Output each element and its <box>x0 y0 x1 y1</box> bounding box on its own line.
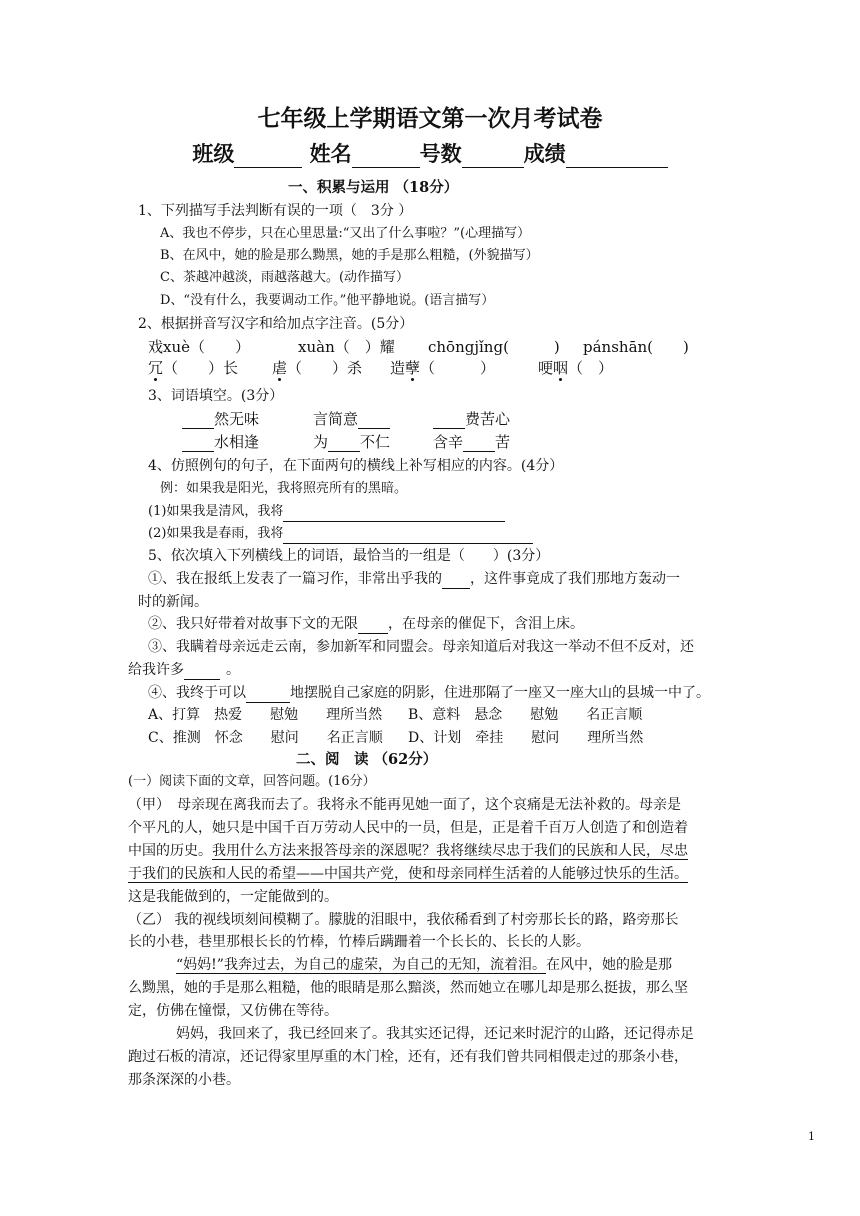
q4-line-2 <box>148 524 533 544</box>
page-number: 1 <box>808 1130 815 1143</box>
student-info-line <box>0 140 860 168</box>
class-label: 班级 <box>192 141 235 166</box>
q3-item-5-post: 不仁 <box>360 433 391 451</box>
q2-word-4 <box>538 358 613 378</box>
section2-title: 二、阅 读 （62分） <box>296 751 438 768</box>
passage-jia-line-3 <box>128 841 688 861</box>
q4-example: 例：如果我是阳光，我将照亮所有的黑暗。 <box>160 481 408 496</box>
q2-word-2 <box>272 358 362 378</box>
score-label: 成绩 <box>523 141 566 166</box>
q3-item-6-post: 苦 <box>495 433 511 451</box>
q5-sentence-1 <box>148 569 680 589</box>
q5-sentence-2 <box>148 614 584 634</box>
q3-row1 <box>182 409 259 429</box>
q5-blank[interactable] <box>184 662 220 680</box>
q2-word-4-pre: 哽 <box>538 359 554 377</box>
q5-blank[interactable] <box>358 616 388 634</box>
q3-item-5-pre: 为 <box>313 433 329 451</box>
passage-yi-line-2: 长的小巷，巷里那根长长的竹棒，竹棒后蹒跚着一个长长的、长长的人影。 <box>128 934 590 950</box>
q5-option-b: B、意料 悬念 慰勉 名正言顺 <box>408 707 643 723</box>
passage-yi-line-5: 定，仿佛在憧憬，又仿佛在等待。 <box>128 1003 338 1019</box>
q3-item-4: 水相逢 <box>214 433 260 451</box>
q2-word-3-rest: （ ） <box>420 359 496 377</box>
q2-word-4-rest: （ ） <box>568 359 614 377</box>
underlined-sentence: 于我们的民族和人民的希望——中国共产党，使和母亲同样生活着的人能够过快乐的生活。 <box>128 866 688 882</box>
q2-word-1 <box>148 358 238 378</box>
passage-jia-line-2: 个平凡的人，她只是中国千百万劳动人民中的一员，但是，正是着千百万人创造了和创造着 <box>128 820 688 836</box>
q1-option-a: A、我也不停步，只在心里思量:“又出了什么事啦？”(心理描写） <box>160 226 531 241</box>
q4-line-1-text: (1)如果我是清风，我将 <box>148 504 284 519</box>
q5-s1-b: ，这件事竟成了我们那地方轰动一 <box>470 571 680 587</box>
number-label: 号数 <box>419 141 462 166</box>
q4-line-2-text: (2)如果我是春雨，我将 <box>148 526 284 541</box>
q3-blank[interactable] <box>463 434 495 452</box>
passage-yi-line-3 <box>176 955 672 975</box>
q5-s4-b: 地摆脱自己家庭的阴影，住进那隔了一座又一座大山的县城一中了。 <box>290 685 710 701</box>
q5-sentence-3-cont <box>128 660 240 680</box>
q5-s4-a: ④、我终于可以 <box>148 685 246 701</box>
q4-answer-blank-1[interactable] <box>283 504 505 522</box>
q3-blank[interactable] <box>182 411 214 429</box>
passage-jia-line-5: 这是我能做到的，一定能做到的。 <box>128 889 338 905</box>
q4-line-1 <box>148 502 505 522</box>
q2-word-1-rest: （ ）长 <box>163 359 239 377</box>
q3-blank[interactable] <box>328 434 360 452</box>
q3-stem: 3、词语填空。(3分） <box>148 388 284 404</box>
q2-word-3-pre: 造 <box>390 359 406 377</box>
q1-option-d: D、“没有什么，我要调动工作。”他平静地说。(语言描写） <box>160 293 495 308</box>
q3-blank[interactable] <box>433 411 465 429</box>
q3-blank[interactable] <box>182 434 214 452</box>
passage-yi-line-6: 妈妈，我回来了，我已经回来了。我其实还记得，还记来时泥泞的山路，还记得赤足 <box>176 1026 694 1042</box>
passage-yi-line-1: （乙） 我的视线顷刻间模糊了。朦胧的泪眼中，我依稀看到了村旁那长长的路，路旁那长 <box>128 912 679 928</box>
q2-pinyin-1: 戏xuè（ ） <box>148 338 250 356</box>
q2-word-3 <box>390 358 495 378</box>
q5-option-c: C、推测 怀念 慰问 名正言顺 <box>148 730 383 746</box>
q5-s1-a: ①、我在报纸上发表了一篇习作，非常出乎我的 <box>148 571 442 587</box>
underlined-sentence: 我用什么方法来报答母亲的深恩呢？我将继续尽忠于我们的民族和人民，尽忠 <box>212 843 688 859</box>
q2-stem-text: 2、根据拼音写汉字和给加点字注音。(5分） <box>138 316 414 332</box>
q2-pinyin-3: chōngjǐng( ) <box>428 338 560 356</box>
q3-row1c <box>433 409 510 429</box>
q5-sentence-4 <box>148 683 710 703</box>
dotted-char: 冗 <box>148 359 164 377</box>
q3-blank[interactable] <box>358 411 390 429</box>
q5-sentence-3: ③、我瞒着母亲远走云南，参加新军和同盟会。母亲知道后对我这一举动不但不反对，还 <box>148 639 694 655</box>
name-blank[interactable] <box>352 150 420 168</box>
q4-stem: 4、仿照例句的句子，在下面两句的横线上补写相应的内容。(4分） <box>148 458 564 474</box>
q5-blank[interactable] <box>246 685 290 703</box>
q3-row2a <box>182 432 259 452</box>
dotted-char: 咽 <box>553 359 569 377</box>
q3-item-6-pre: 含辛 <box>433 433 464 451</box>
score-blank[interactable] <box>566 150 668 168</box>
q1-option-b: B、在风中，她的脸是那么黝黑，她的手是那么粗糙，(外貌描写） <box>160 248 539 263</box>
q4-answer-blank-2[interactable] <box>283 526 533 544</box>
reading-1-instruction: (一）阅读下面的文章，回答问题。(16分） <box>128 774 376 789</box>
passage-jia-line-3-pre: 中国的历史。 <box>128 843 212 859</box>
q5-s2-a: ②、我只好带着对故事下文的无限 <box>148 616 358 632</box>
q3-row1b <box>313 409 390 429</box>
name-label: 姓名 <box>309 141 352 166</box>
passage-yi-line-4: 么黝黑，她的手是那么粗糙，他的眼睛是那么黯淡，然而她立在哪儿却是那么挺拔，那么坚 <box>128 980 688 996</box>
passage-yi-line-8: 那条深深的小巷。 <box>128 1072 240 1088</box>
q5-option-d: D、计划 牵挂 慰问 理所当然 <box>408 730 644 746</box>
q5-stem: 5、依次填入下列横线上的词语，最恰当的一组是（ ）(3分） <box>148 548 550 564</box>
dotted-char: 孽 <box>405 359 421 377</box>
q5-blank[interactable] <box>442 571 470 589</box>
passage-jia-line-1: （甲） 母亲现在离我而去了。我将永不能再见她一面了，这个哀痛是无法补救的。母亲是 <box>128 797 681 813</box>
passage-jia-line-4 <box>128 864 688 884</box>
underlined-sentence: “妈妈!”我奔过去，为自己的虚荣，为自己的无知，流着泪。 <box>176 957 546 973</box>
q3-row2c <box>433 432 510 452</box>
q3-item-1: 然无味 <box>214 410 260 428</box>
q1-option-c: C、茶越冲越淡，雨越落越大。(动作描写） <box>160 270 410 285</box>
q2-pinyin-2: xuàn（ ）耀 <box>298 338 395 356</box>
exam-title: 七年级上学期语文第一次月考试卷 <box>257 105 603 132</box>
q3-row2b <box>313 432 390 452</box>
q2-pinyin-4: pánshān( ) <box>583 338 689 356</box>
passage-yi-line-3-post: 在风中，她的脸是那 <box>545 957 672 973</box>
q1-stem: 1、下列描写手法判断有误的一项（ 3分 ） <box>138 203 413 219</box>
dotted-char: 虐 <box>272 359 288 377</box>
section1-title: 一、积累与运用 （18分） <box>288 179 459 196</box>
q5-s3-b: 给我许多 <box>128 662 184 678</box>
number-blank[interactable] <box>462 150 524 168</box>
q5-s3-c: 。 <box>226 662 240 678</box>
q3-item-2: 言简意 <box>313 410 359 428</box>
q5-option-a: A、打算 热爱 慰勉 理所当然 <box>148 707 383 723</box>
q2-word-2-rest: （ ）杀 <box>287 359 363 377</box>
q5-s2-b: ，在母亲的催促下，含泪上床。 <box>388 616 584 632</box>
q3-item-3: 费苦心 <box>465 410 511 428</box>
class-blank[interactable] <box>234 150 302 168</box>
q5-sentence-1-cont: 时的新闻。 <box>138 594 208 610</box>
passage-yi-line-7: 跑过石板的清凉，还记得家里厚重的木门栓，还有，还有我们曾共同相偎走过的那条小巷， <box>128 1049 688 1065</box>
